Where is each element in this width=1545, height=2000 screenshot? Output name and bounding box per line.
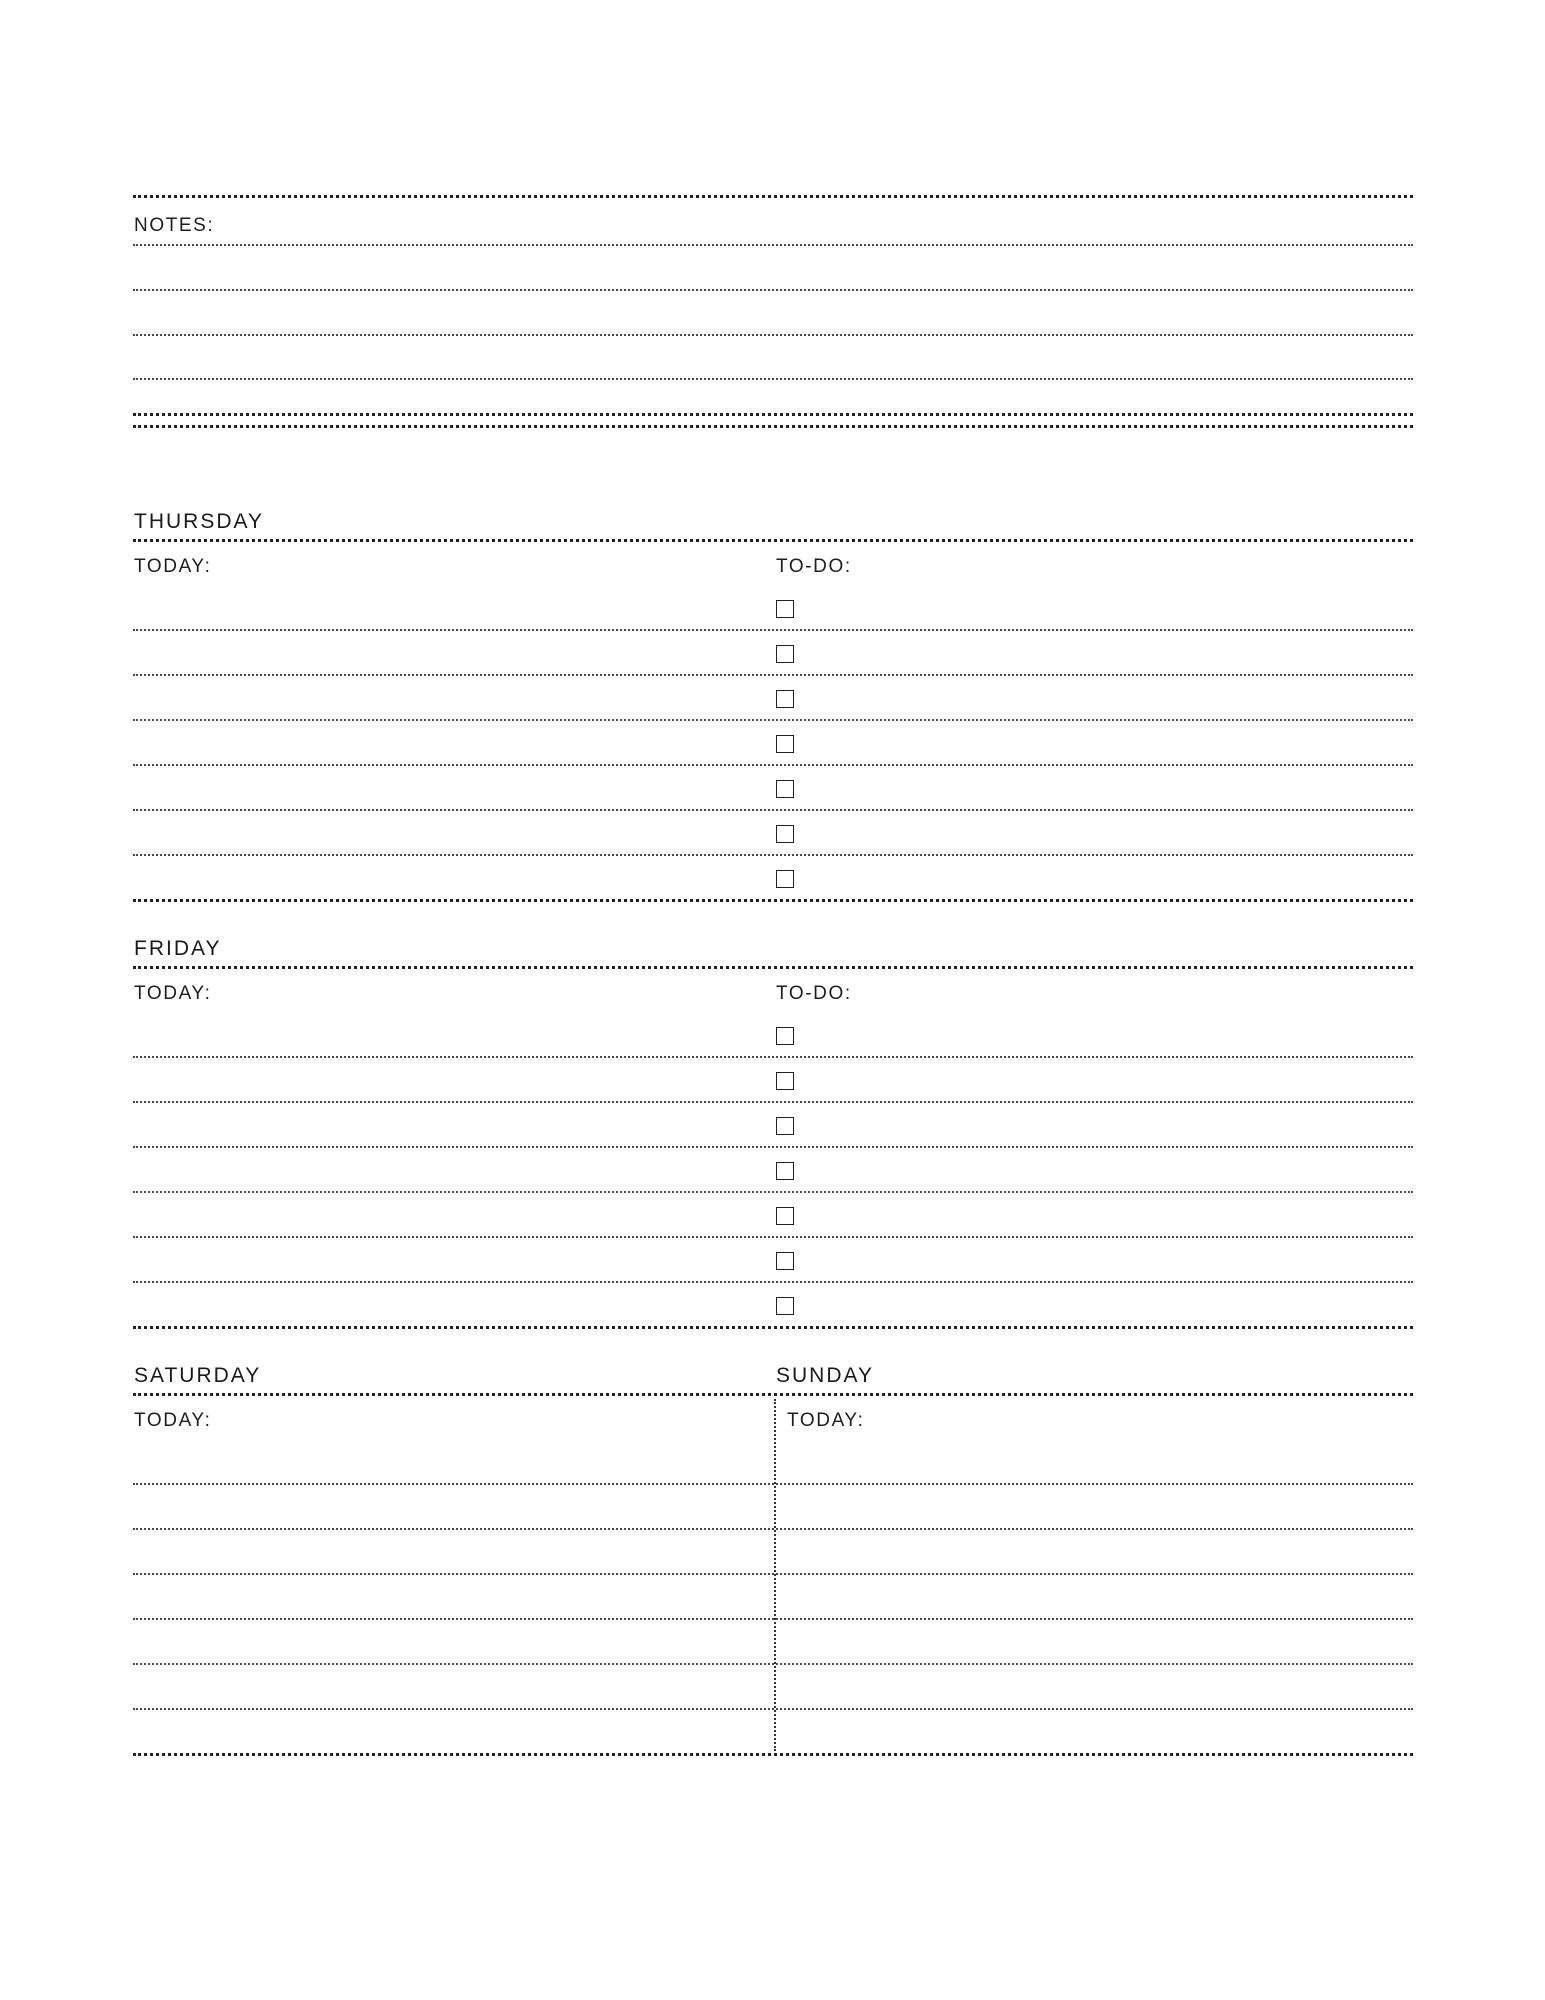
thursday-todo-checkbox[interactable] <box>776 870 794 888</box>
thursday-line[interactable] <box>133 854 1413 856</box>
friday-line[interactable] <box>133 1056 1413 1058</box>
friday-heading: FRIDAY <box>134 937 222 960</box>
friday-todo-checkbox[interactable] <box>776 1117 794 1135</box>
thursday-line[interactable] <box>133 809 1413 811</box>
thursday-todo-label: TO-DO: <box>776 556 852 577</box>
friday-todo-checkbox[interactable] <box>776 1072 794 1090</box>
friday-line[interactable] <box>133 1236 1413 1238</box>
thursday-todo-checkbox[interactable] <box>776 690 794 708</box>
thursday-bottom-rule <box>133 899 1413 902</box>
friday-line[interactable] <box>133 1146 1413 1148</box>
friday-todo-label: TO-DO: <box>776 983 852 1004</box>
thursday-line[interactable] <box>133 674 1413 676</box>
thursday-heading: THURSDAY <box>134 510 264 533</box>
friday-line[interactable] <box>133 1191 1413 1193</box>
weekend-line[interactable] <box>133 1573 1413 1575</box>
friday-todo-checkbox[interactable] <box>776 1297 794 1315</box>
friday-today-label: TODAY: <box>134 983 212 1004</box>
friday-todo-checkbox[interactable] <box>776 1162 794 1180</box>
thursday-today-label: TODAY: <box>134 556 212 577</box>
weekend-line[interactable] <box>133 1708 1413 1710</box>
thursday-todo-checkbox[interactable] <box>776 780 794 798</box>
sunday-today-label: TODAY: <box>787 1410 865 1431</box>
weekend-line[interactable] <box>133 1483 1413 1485</box>
weekend-bottom-rule <box>133 1753 1413 1756</box>
friday-line[interactable] <box>133 1101 1413 1103</box>
friday-line[interactable] <box>133 1281 1413 1283</box>
thursday-todo-checkbox[interactable] <box>776 600 794 618</box>
notes-line[interactable] <box>133 378 1413 380</box>
notes-line[interactable] <box>133 334 1413 336</box>
thursday-todo-checkbox[interactable] <box>776 825 794 843</box>
friday-todo-checkbox[interactable] <box>776 1252 794 1270</box>
notes-bottom-rule-2 <box>133 425 1413 428</box>
weekend-line[interactable] <box>133 1528 1413 1530</box>
friday-todo-checkbox[interactable] <box>776 1027 794 1045</box>
thursday-todo-checkbox[interactable] <box>776 735 794 753</box>
notes-top-rule <box>133 195 1413 198</box>
notes-label: NOTES: <box>134 215 215 236</box>
saturday-today-label: TODAY: <box>134 1410 212 1431</box>
thursday-line[interactable] <box>133 629 1413 631</box>
thursday-heading-rule <box>133 539 1413 542</box>
saturday-heading: SATURDAY <box>134 1364 262 1387</box>
weekend-heading-rule <box>133 1393 1413 1396</box>
friday-todo-checkbox[interactable] <box>776 1207 794 1225</box>
notes-line[interactable] <box>133 289 1413 291</box>
notes-line[interactable] <box>133 244 1413 246</box>
sunday-heading: SUNDAY <box>776 1364 874 1387</box>
weekend-divider <box>774 1399 776 1751</box>
friday-heading-rule <box>133 966 1413 969</box>
thursday-todo-checkbox[interactable] <box>776 645 794 663</box>
weekend-line[interactable] <box>133 1663 1413 1665</box>
notes-bottom-rule <box>133 413 1413 416</box>
friday-bottom-rule <box>133 1326 1413 1329</box>
thursday-line[interactable] <box>133 764 1413 766</box>
weekend-line[interactable] <box>133 1618 1413 1620</box>
thursday-line[interactable] <box>133 719 1413 721</box>
